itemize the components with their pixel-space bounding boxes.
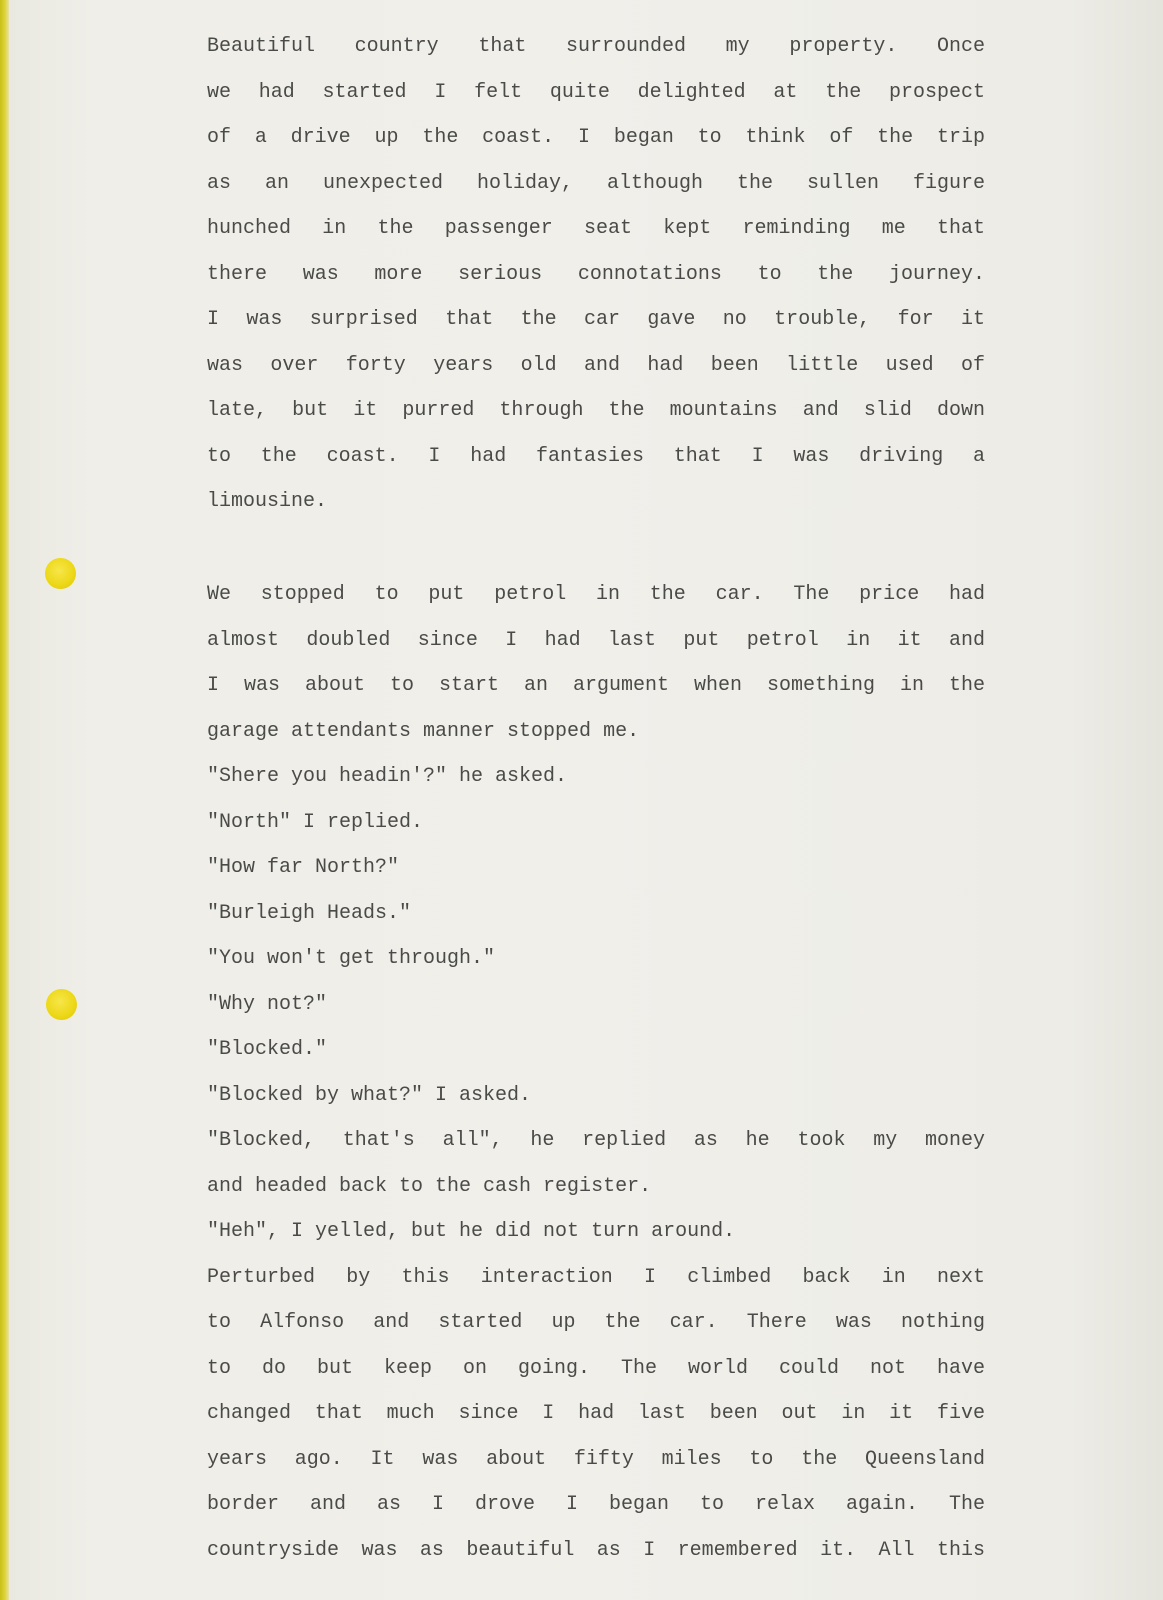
punch-hole-upper <box>45 558 76 589</box>
text-line: "Heh", I yelled, but he did not turn around. <box>207 1220 736 1243</box>
text-line: "North" I replied. <box>207 810 424 834</box>
text-line: changed that much since I had last been out in it five <box>207 1402 985 1425</box>
text-line: I was about to start an argument when something in the <box>207 674 985 697</box>
text-line: "Blocked by what?" I asked. <box>207 1083 532 1107</box>
text-line: "Why not?" <box>207 992 328 1016</box>
yellow-binding-edge <box>0 0 9 1600</box>
text-line: garage attendants manner stopped me. <box>207 719 640 743</box>
paragraph-2 <box>207 572 985 1573</box>
text-line: almost doubled since I had last put petrol in it and <box>207 628 985 652</box>
text-line: hunched in the passenger seat kept reminding me that <box>207 217 985 240</box>
text-line: as an unexpected holiday, although the sullen figure <box>207 171 985 195</box>
text-line: of a drive up the coast. I began to think of the trip <box>207 126 985 149</box>
punch-hole-lower <box>46 989 77 1020</box>
text-line: Beautiful country that surrounded my property. Once <box>207 35 985 58</box>
text-line: limousine. <box>207 490 328 513</box>
text-line: "Blocked, that's all", he replied as he took my money <box>207 1129 985 1152</box>
paragraph-1 <box>207 24 985 525</box>
text-line: years ago. It was about fifty miles to the Queensland <box>207 1447 985 1471</box>
text-line: "How far North?" <box>207 856 400 879</box>
text-line: "Blocked." <box>207 1038 328 1061</box>
text-line: "You won't get through." <box>207 947 496 970</box>
text-line: border and as I drove I began to relax again. The <box>207 1493 985 1516</box>
text-line: was over forty years old and had been little used of <box>207 353 985 377</box>
text-line: there was more serious connotations to the journey. <box>207 262 985 286</box>
text-line: to Alfonso and started up the car. There was nothing <box>207 1311 985 1334</box>
text-line: to do but keep on going. The world could not have <box>207 1356 985 1380</box>
text-line: "Burleigh Heads." <box>207 901 412 925</box>
text-line: countryside was as beautiful as I remembered it. All this <box>207 1538 985 1562</box>
text-line: we had started I felt quite delighted at the prospect <box>207 80 985 104</box>
text-line: to the coast. I had fantasies that I was driving a <box>207 444 985 468</box>
text-line: I was surprised that the car gave no trouble, for it <box>207 308 985 331</box>
text-line: "Shere you headin'?" he asked. <box>207 765 568 788</box>
text-line: late, but it purred through the mountains and slid down <box>207 399 985 422</box>
text-line: and headed back to the cash register. <box>207 1174 652 1198</box>
text-line: We stopped to put petrol in the car. The price had <box>207 583 985 606</box>
text-line: Perturbed by this interaction I climbed back in next <box>207 1265 985 1289</box>
